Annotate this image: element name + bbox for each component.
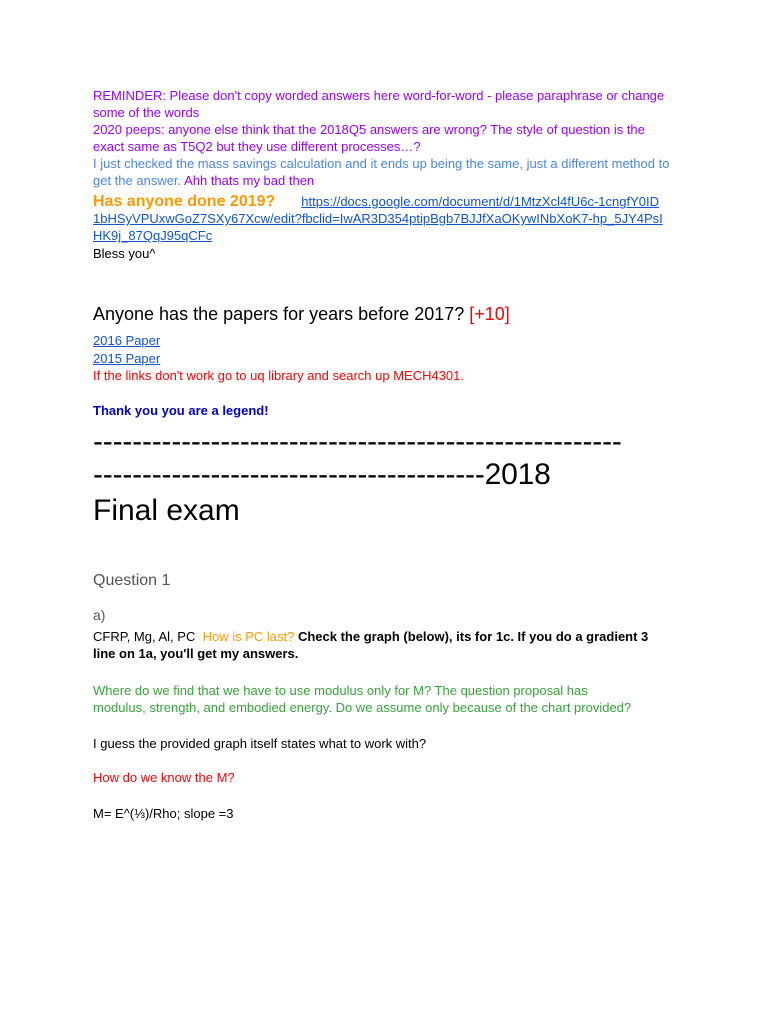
links-note: If the links don't work go to uq library and search up MECH4301. <box>93 368 465 383</box>
m-formula: M= E^(⅓)/Rho; slope =3 <box>93 806 234 821</box>
answer-1a-comment <box>93 628 653 662</box>
link-2016-paper[interactable]: 2016 Paper <box>93 333 161 348</box>
plus-10-badge: [+10] <box>469 304 510 324</box>
mass-savings-text: I just checked the mass savings calculation and it ends up being the same, just a different method to get the answer. <box>93 156 670 188</box>
has-anyone-done-2019-row <box>93 193 663 244</box>
question-1-heading: Question 1 <box>93 572 171 589</box>
reminder-note: REMINDER: Please don't copy worded answers here word-for-word - please paraphrase or change some of the words <box>93 88 665 120</box>
mass-savings-comment <box>93 155 673 189</box>
material-ranking: CFRP, Mg, Al, PC <box>93 629 196 644</box>
google-doc-link[interactable]: https://docs.google.com/document/d/1MtzXcl4fU6c-1cngfY0ID1bHSyVPUxwGoZ7SXy67Xcw/edit?fbclid=IwAR3D354ptipBgb7BJJfXaOKywINbXoK7-hp_5JY4PsIHK9j_87QqJ95qCFc <box>93 194 663 243</box>
papers-question-text: Anyone has the papers for years before 2017? <box>93 304 465 324</box>
thank-you-reply: Thank you you are a legend! <box>93 403 269 418</box>
link-2015-paper[interactable]: 2015 Paper <box>93 351 161 366</box>
dash-separator-line-1: ------------------------------------------------------ <box>93 425 622 458</box>
how-know-m-question: How do we know the M? <box>93 770 235 785</box>
has-anyone-done-2019: Has anyone done 2019? <box>93 193 276 210</box>
dash-separator-line-2: ----------------------------------------2018 <box>93 458 551 491</box>
part-a-label: a) <box>93 607 106 623</box>
question-2018q5-note: 2020 peeps: anyone else think that the 2018Q5 answers are wrong? The style of question is the exact same as T5Q2 but they use different processes…? <box>93 122 645 154</box>
bless-you-reply: Bless you^ <box>93 246 156 261</box>
ahh-reply: Ahh thats my bad then <box>184 173 315 188</box>
pc-last-question: How is PC last? <box>202 629 295 644</box>
check-graph-reply: Check the graph (below), its for 1c. If you do a gradient 3 line on 1a, you'll get my answers. <box>93 629 649 661</box>
papers-question <box>93 303 510 325</box>
final-exam-heading: Final exam <box>93 494 240 527</box>
modulus-question: Where do we find that we have to use modulus only for M? The question proposal has modulus, strength, and embodied energy. Do we assume only because of the chart provided? <box>93 683 632 715</box>
graph-guess-reply: I guess the provided graph itself states what to work with? <box>93 736 427 751</box>
